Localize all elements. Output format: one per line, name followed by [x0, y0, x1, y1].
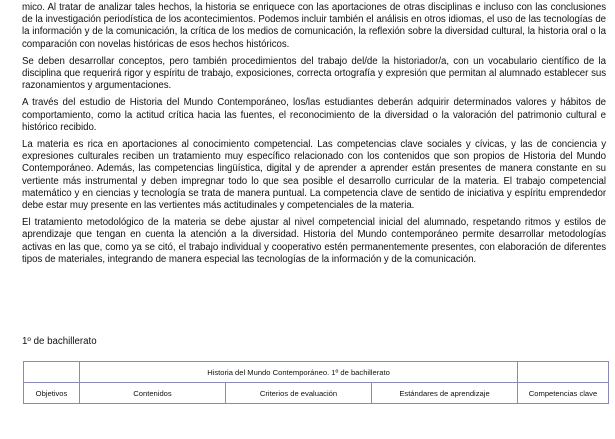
table-header-row [24, 383, 609, 404]
table-title-cell: Historia del Mundo Contemporáneo. 1º de bachillerato [80, 362, 518, 383]
curriculum-table [23, 361, 609, 404]
table-title-spacer-cell [518, 362, 609, 383]
table-title-spacer-cell [24, 362, 80, 383]
table-title-row [24, 362, 609, 383]
header-estandares-aprendizaje: Estándares de aprendizaje [372, 383, 518, 404]
paragraph-values-habits: A través del estudio de Historia del Mundo Contemporáneo, los/las estudiantes deberán adquirir determinados valores y hábitos de comportamiento, como la actitud crítica hacia las fuentes, el reconocimiento de la diversidad o la valoración del patrimonio cultural e histórico recibido. [22, 97, 606, 133]
paragraph-concepts-procedures: Se deben desarrollar conceptos, pero también procedimientos del trabajo del/de la historiador/a, con un vocabulario científico de la disciplina que requerirá rigor y espíritu de trabajo, exposiciones, correcta ortografía y expresión que permitan al alumnado establecer sus razonamientos y argumentaciones. [22, 55, 606, 92]
header-competencias-clave: Competencias clave [518, 383, 609, 404]
header-objetivos: Objetivos [24, 383, 80, 404]
paragraph-methodology: El tratamiento metodológico de la materia se debe ajustar al nivel competencial inicial del alumnado, respetando ritmos y estilos de aprendizaje que tengan en cuenta la atención a la diversidad. Historia del Mundo contemporáneo permite desarrollar metodologías activas en las que, como ya se citó, el trabajo individual y cooperativo estén permanentemente presentes, con elaboración de diferentes tipos de materiales, integrando de manera especial las tecnologías de la información y de la comunicación. [22, 217, 606, 265]
document-body [22, 2, 606, 271]
header-contenidos: Contenidos [80, 383, 226, 404]
paragraph-competences: La materia es rica en aportaciones al conocimiento competencial. Las competencias clave sociales y cívicas, y las de conciencia y expresiones culturales reciben un tratamiento muy específico relacionado con los contenidos que son propios de Historia del Mundo Contemporáneo. Además, las competencias lingüística, digital y de aprender a aprender están presentes de manera constante en su vertiente más instrumental y deben impregnar todo lo que sea posible el desarrollo curricular de la materia. El trabajo competencial matemático y en ciencias y tecnología se trata de manera puntual. La competencia clave de sentido de iniciativa y espíritu emprendedor debe estar muy presente en las vertientes más actitudinales y competenciales de la materia. [22, 139, 606, 212]
paragraph-history-enrichment: mico. Al tratar de analizar tales hechos, la historia se enriquece con las aportaciones de otras disciplinas e incluso con las conclusiones de la investigación periodística de los acontecimientos. Podemos incluir también el análisis en otros idiomas, el uso de las tecnologías de la información y de la comunicación, la crítica de los medios de comunicación, la reflexión sobre la diversidad cultural, la historia oral o la comparación con novelas históricas de esos hechos históricos. [22, 2, 606, 50]
level-heading: 1º de bachillerato [22, 336, 97, 347]
header-criterios-evaluacion: Criterios de evaluación [226, 383, 372, 404]
